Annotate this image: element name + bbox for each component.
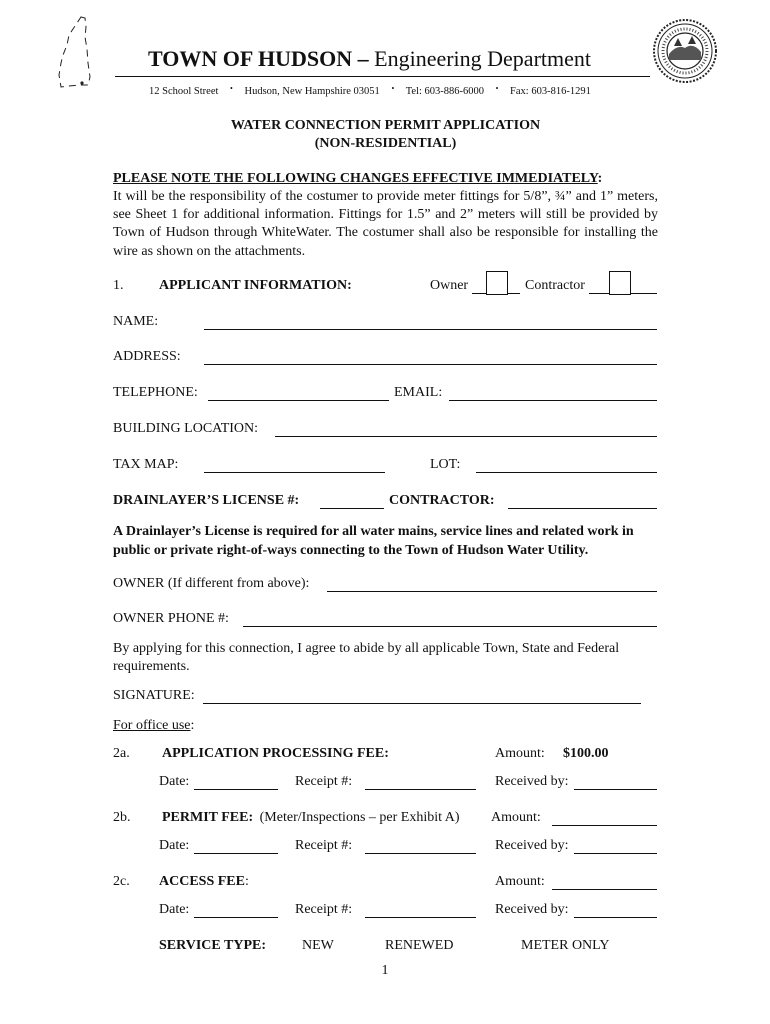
fee-2b-amount-field[interactable] <box>552 825 657 826</box>
service-option-renewed[interactable]: RENEWED <box>385 938 454 953</box>
fee-2a-receipt-field[interactable] <box>365 789 476 790</box>
fee-2a-amount-label: Amount: <box>495 746 545 761</box>
lot-label: LOT: <box>430 457 461 472</box>
address-separator: • <box>391 84 395 93</box>
building-location-label: BUILDING LOCATION: <box>113 421 259 436</box>
fee-2a-received-field[interactable] <box>574 789 657 790</box>
address-tel: Tel: 603-886-6000 <box>405 86 484 97</box>
fee-2b-receipt-field[interactable] <box>365 853 476 854</box>
name-field[interactable] <box>204 329 657 330</box>
new-hampshire-outline-icon <box>55 15 95 90</box>
section-number: 1. <box>113 278 124 293</box>
owner-phone-label: OWNER PHONE #: <box>113 611 229 626</box>
fee-2b-received-label: Received by: <box>495 838 569 853</box>
contractor-field-label: CONTRACTOR: <box>389 493 495 508</box>
agreement-text: By applying for this connection, I agree to abide by all applicable Town, State and Federal requirements. <box>113 641 620 675</box>
fee-2a-date-label: Date: <box>159 774 190 789</box>
owner-checkbox-label: Owner <box>430 278 469 293</box>
name-label: NAME: <box>113 314 159 329</box>
fee-2c-date-field[interactable] <box>194 917 278 918</box>
fee-2b-date-label: Date: <box>159 838 190 853</box>
fee-2c-amount-label: Amount: <box>495 874 545 889</box>
fee-2a-number: 2a. <box>113 746 130 761</box>
fee-2b-receipt-label: Receipt #: <box>295 838 353 853</box>
header-rule <box>115 76 650 77</box>
notice-heading-text: PLEASE NOTE THE FOLLOWING CHANGES EFFECTIVE IMMEDIATELY <box>113 171 598 186</box>
owner-phone-field[interactable] <box>243 626 657 627</box>
address-city: Hudson, New Hampshire 03051 <box>244 86 380 97</box>
drainlayer-license-field[interactable] <box>320 508 384 509</box>
service-type-label: SERVICE TYPE: <box>159 938 266 953</box>
owner-checkbox[interactable] <box>486 271 508 295</box>
department-name: Engineering Department <box>374 46 592 71</box>
fee-2b-label-group <box>162 810 459 826</box>
fee-2c-receipt-field[interactable] <box>365 917 476 918</box>
fee-2b-label: PERMIT FEE: <box>162 810 254 825</box>
notice-heading <box>113 171 602 187</box>
tax-map-label: TAX MAP: <box>113 457 179 472</box>
fee-2c-number: 2c. <box>113 874 130 889</box>
fee-2a-received-label: Received by: <box>495 774 569 789</box>
owner-different-field[interactable] <box>327 591 657 592</box>
header-address <box>149 86 591 97</box>
fee-2a-date-field[interactable] <box>194 789 278 790</box>
fee-2b-received-field[interactable] <box>574 853 657 854</box>
service-option-new[interactable]: NEW <box>302 938 334 953</box>
fee-2b-date-field[interactable] <box>194 853 278 854</box>
tax-map-field[interactable] <box>204 472 385 473</box>
lot-field[interactable] <box>476 472 657 473</box>
notice-heading-colon: : <box>597 171 603 186</box>
contractor-checkbox[interactable] <box>609 271 631 295</box>
fee-2b-number: 2b. <box>113 810 131 825</box>
fee-2c-amount-field[interactable] <box>552 889 657 890</box>
fee-2c-received-label: Received by: <box>495 902 569 917</box>
address-street: 12 School Street <box>149 86 219 97</box>
address-label: ADDRESS: <box>113 349 181 364</box>
office-use-text: For office use <box>113 718 191 733</box>
address-fax: Fax: 603-816-1291 <box>510 86 591 97</box>
email-label: EMAIL: <box>394 385 443 400</box>
fee-2c-received-field[interactable] <box>574 917 657 918</box>
fee-2c-label: ACCESS FEE <box>159 874 245 889</box>
contractor-field[interactable] <box>508 508 657 509</box>
signature-field[interactable] <box>203 703 641 704</box>
building-location-field[interactable] <box>275 436 657 437</box>
form-subtitle: (NON-RESIDENTIAL) <box>314 136 457 151</box>
fee-2b-sublabel: (Meter/Inspections – per Exhibit A) <box>259 810 460 825</box>
title-dash: – <box>357 46 369 71</box>
address-separator: • <box>230 84 233 93</box>
owner-different-label: OWNER (If different from above): <box>113 576 310 591</box>
applicant-heading: APPLICANT INFORMATION: <box>159 278 352 293</box>
town-name: TOWN OF HUDSON <box>148 46 353 71</box>
telephone-label: TELEPHONE: <box>113 385 198 400</box>
signature-label: SIGNATURE: <box>113 688 195 703</box>
service-option-meter-only[interactable]: METER ONLY <box>521 938 610 953</box>
fee-2c-label-colon: : <box>244 874 249 889</box>
fee-2a-label: APPLICATION PROCESSING FEE: <box>162 746 389 761</box>
fee-2a-amount-value: $100.00 <box>563 746 609 761</box>
drainlayer-note: A Drainlayer’s License is required for all water mains, service lines and related work in public or private right-of-ways connecting to the Town of Hudson Water Utility. <box>113 524 634 558</box>
address-field[interactable] <box>204 364 657 365</box>
town-seal-icon <box>652 18 718 84</box>
email-field[interactable] <box>449 400 657 401</box>
contractor-checkbox-label: Contractor <box>525 278 585 293</box>
fee-2a-receipt-label: Receipt #: <box>295 774 353 789</box>
office-use-colon: : <box>190 718 195 733</box>
drainlayer-license-label: DRAINLAYER’S LICENSE #: <box>113 493 300 508</box>
fee-2c-receipt-label: Receipt #: <box>295 902 353 917</box>
fee-2b-amount-label: Amount: <box>491 810 541 825</box>
fee-2c-date-label: Date: <box>159 902 190 917</box>
notice-body: It will be the responsibility of the costumer to provide meter fittings for 5/8”, ¾” and 1” meters, see Sheet 1 for additional information. Fittings for 1.5” and 2” meters will still be provided by Town of Hudson through WhiteWater. The costumer shall also be responsible for installing the wire as shown on the attachments. <box>113 189 658 259</box>
page-number: 1 <box>381 963 389 978</box>
address-separator: • <box>495 84 499 93</box>
fee-2c-label-group <box>159 874 249 890</box>
office-use-heading <box>113 718 194 734</box>
header-title <box>148 46 591 72</box>
form-title: WATER CONNECTION PERMIT APPLICATION <box>230 118 541 133</box>
telephone-field[interactable] <box>208 400 389 401</box>
